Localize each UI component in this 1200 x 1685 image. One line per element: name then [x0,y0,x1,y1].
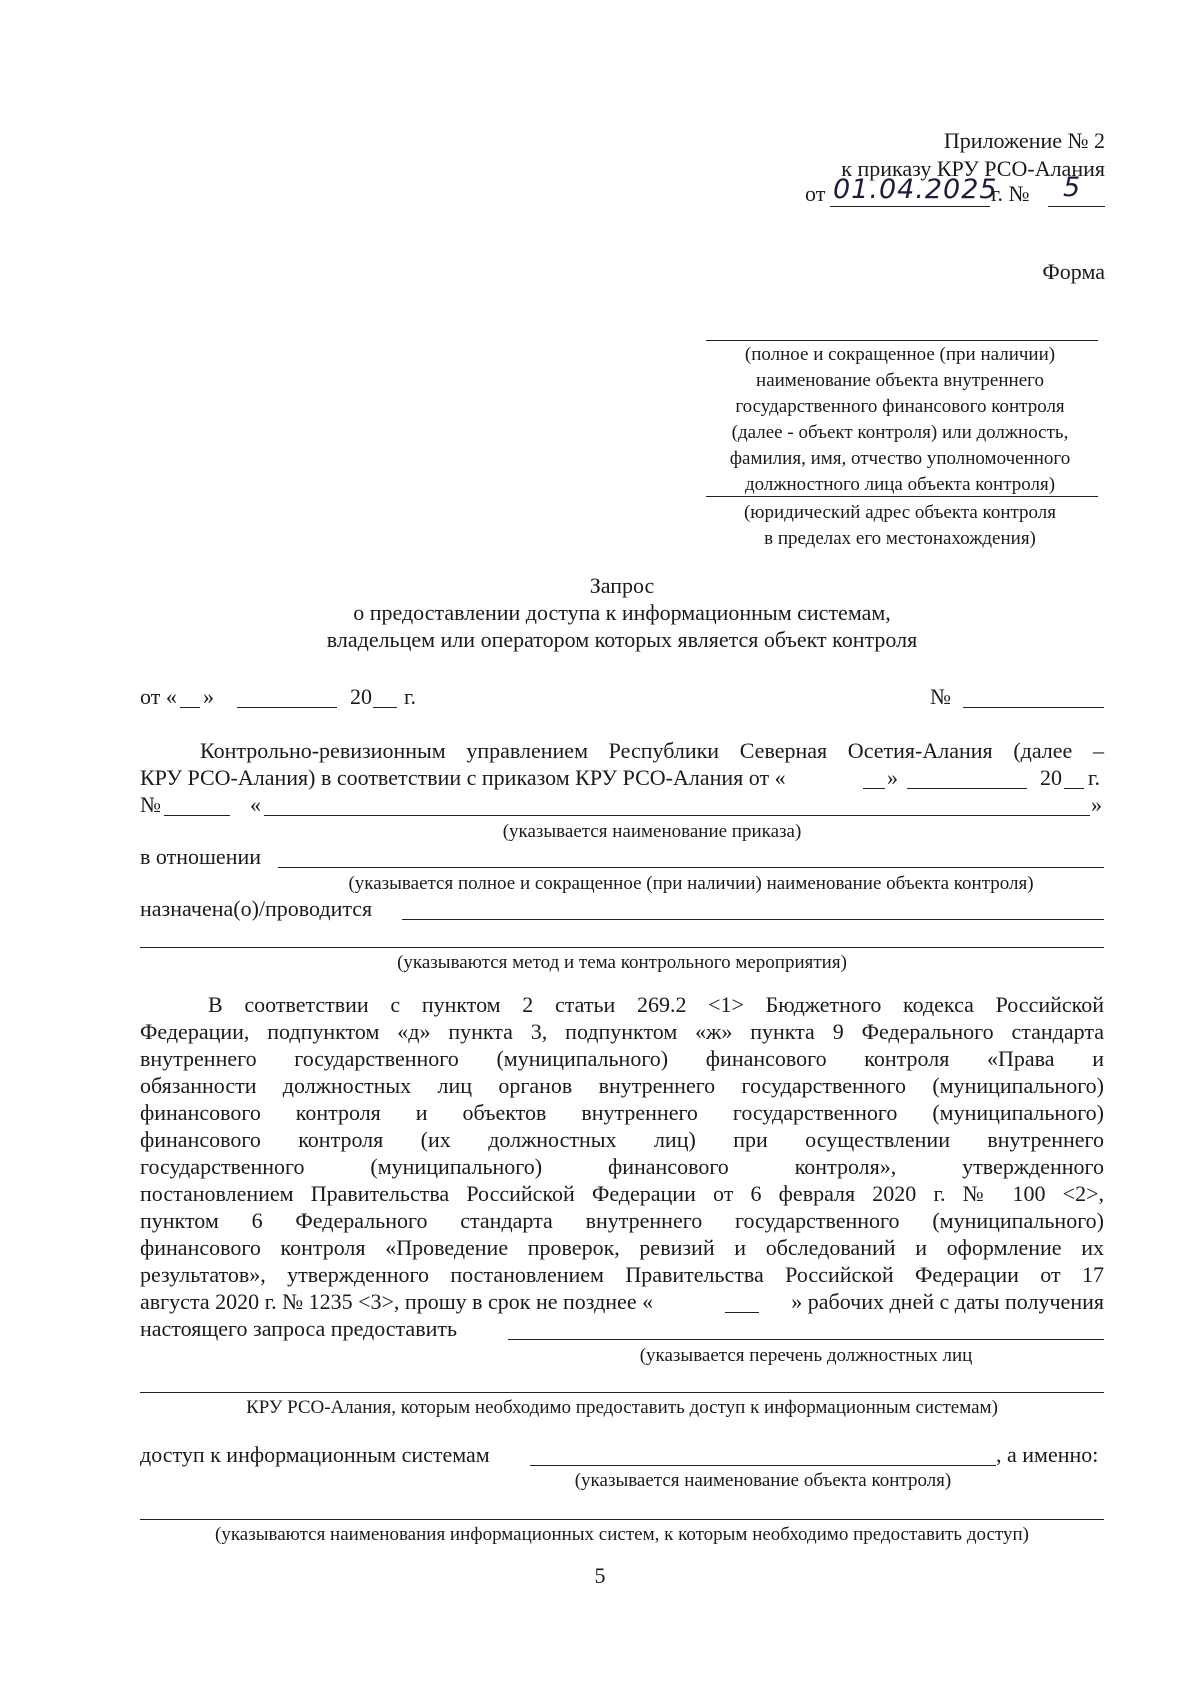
in-relation-label: в отношении [140,844,262,869]
para2-line: внутреннего государственного (муниципального) финансового контроля «Права и [140,1046,1104,1071]
addressee-caption-line: государственного финансового контроля [735,396,1065,417]
form-label: Форма [1042,259,1105,284]
access-end: , а именно: [996,1442,1099,1467]
handwritten-number: 5 [1063,172,1082,203]
caption-access-object: (указывается наименование объекта контроля) [574,1470,952,1491]
para1-line2-mid: » [887,765,898,790]
appendix-label: Приложение № 2 [943,128,1105,153]
order-month-blank [907,788,1027,789]
page-number: 5 [594,1563,606,1588]
request-number-blank [963,707,1104,708]
addressee-caption-line: (полное и сокращенное (при наличии) [744,344,1056,365]
caption-object-name: (указывается полное и сокращенное (при наличии) наименование объекта контроля) [348,873,1034,894]
order-reference: к приказу КРУ РСО-Алания [841,156,1105,181]
para2-line12-start: августа 2020 г. № 1235 <3>, прошу в срок не позднее « [140,1289,654,1314]
request-year-suffix: г. [404,684,417,709]
document-subtitle-1: о предоставлении доступа к информационным системам, [353,600,891,625]
systems-blank [140,1519,1104,1520]
para2-line: финансового контроля (их должностных лиц) при осуществлении внутреннего [140,1127,1104,1152]
addressee-caption-line: (далее - объект контроля) или должность, [731,422,1069,443]
para2-line: обязанности должностных лиц органов внутреннего государственного (муниципального) [140,1073,1104,1098]
para2-line: постановлением Правительства Российской Федерации от 6 февраля 2020 г. № 100 <2>, [140,1181,1104,1206]
address-line [706,496,1098,497]
persons-blank [508,1339,1104,1340]
assigned-label: назначена(о)/проводится [140,896,373,921]
request-day-blank [180,707,200,708]
para1-line3-close: » [1091,792,1102,817]
address-caption-line: в пределах его местонахождения) [764,528,1036,549]
addressee-caption-line: фамилия, имя, отчество уполномоченного [729,448,1071,469]
order-year-blank [1064,788,1084,789]
address-caption-line: (юридический адрес объекта контроля [743,502,1056,523]
persons-blank-2 [140,1392,1104,1393]
para1-line3-no: № [140,792,161,817]
request-month-blank [237,707,337,708]
request-number-label: № [930,684,951,709]
para2-line13: настоящего запроса предоставить [140,1316,458,1341]
request-date-open: от « [140,684,177,709]
date-underline [830,206,990,207]
order-day-blank [863,788,885,789]
access-label: доступ к информационным системам [140,1442,490,1467]
order-date-line [805,180,825,207]
addressee-caption [690,342,1110,498]
para2-line: В соответствии с пунктом 2 статьи 269.2 <1> Бюджетного кодекса Российской [208,992,1104,1017]
para1-line2-end: г. [1088,765,1101,790]
para1-line3-open: « [250,792,261,817]
caption-order-name: (указывается наименование приказа) [502,821,802,842]
order-title-blank [264,815,1090,816]
request-year-prefix: 20 [350,684,372,709]
addressee-name-line [706,340,1098,341]
para2-line: государственного (муниципального) финансового контроля», утвержденного [140,1154,1104,1179]
assigned-blank [402,919,1104,920]
para2-line12-end: » рабочих дней с даты получения [791,1289,1104,1314]
para2-line: пунктом 6 Федерального стандарта внутреннего государственного (муниципального) [140,1208,1104,1233]
caption-persons-2: КРУ РСО-Алания, которым необходимо предоставить доступ к информационным системам) [246,1397,998,1418]
para2-line: результатов», утвержденного постановлением Правительства Российской Федерации от 17 [140,1262,1104,1287]
addressee-caption-line: должностного лица объекта контроля) [744,474,1056,495]
para2-line: финансового контроля и объектов внутреннего государственного (муниципального) [140,1100,1104,1125]
caption-systems: (указываются наименования информационных систем, к которым необходимо предоставить доступ) [215,1524,1029,1545]
access-object-blank [530,1465,996,1466]
para1-line2-start: КРУ РСО-Алания) в соответствии с приказом КРУ РСО-Алания от « [140,765,786,790]
date-prefix: от [805,181,826,206]
para1-line1: Контрольно-ревизионным управлением Республики Северная Осетия-Алания (далее – [200,738,1104,763]
request-year-blank [373,707,397,708]
number-underline [1048,206,1105,207]
document-title: Запрос [589,573,655,598]
days-blank [725,1312,759,1313]
address-caption [690,500,1110,552]
request-date-close: » [203,684,214,709]
addressee-caption-line: наименование объекта внутреннего [756,370,1044,391]
para2-line: финансового контроля «Проведение проверок, ревизий и обследований и оформление их [140,1235,1104,1260]
handwritten-date: 01.04.2025 [833,174,998,205]
object-name-blank [278,867,1104,868]
caption-persons: (указывается перечень должностных лиц [639,1345,973,1366]
document-subtitle-2: владельцем или оператором которых является объект контроля [326,627,918,652]
caption-method: (указываются метод и тема контрольного мероприятия) [397,952,847,973]
para1-line2-year: 20 [1040,765,1062,790]
order-number-blank [164,815,230,816]
para2-line: Федерации, подпунктом «д» пункта 3, подпунктом «ж» пункта 9 Федерального стандарта [140,1019,1104,1044]
number-prefix: г. № [991,181,1030,206]
method-blank [140,947,1104,948]
